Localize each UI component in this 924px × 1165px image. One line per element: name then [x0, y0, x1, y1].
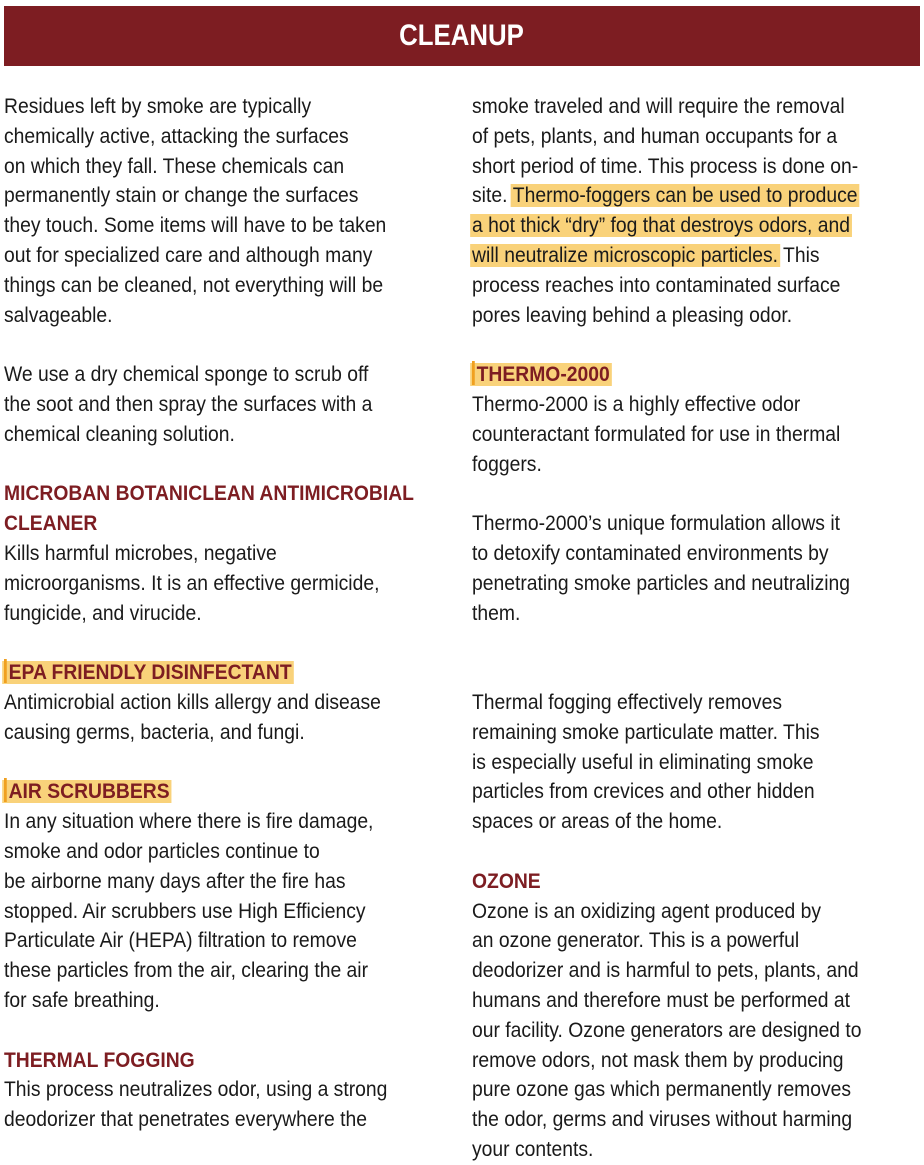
text-line: pores leaving behind a pleasing odor. — [472, 303, 793, 327]
text-line — [472, 211, 884, 241]
text-line: out for specialized care and although many — [4, 243, 373, 267]
text-line: on which they fall. These chemicals can — [4, 154, 345, 178]
text-line: to detoxify contaminated environments by — [472, 541, 829, 565]
thermo-2000-section — [472, 360, 920, 837]
microban-section — [4, 479, 452, 628]
highlight: Thermo-foggers can be used to produce — [512, 184, 858, 208]
thermal-fogging-heading: THERMAL FOGGING — [4, 1048, 195, 1072]
text-line: deodorizer that penetrates everywhere the — [4, 1108, 368, 1132]
intro-paragraph-1 — [4, 92, 452, 330]
highlight: AIR SCRUBBERS — [2, 780, 171, 803]
text-line: pure ozone gas which permanently removes — [472, 1078, 852, 1102]
air-scrubbers-section — [4, 777, 452, 1015]
text-line: things can be cleaned, not everything will be — [4, 273, 384, 297]
right-column — [472, 92, 920, 1165]
text-line: remaining smoke particulate matter. This — [472, 720, 820, 744]
thermal-fogging-continued — [472, 92, 920, 330]
text-line: smoke and odor particles continue to — [4, 839, 320, 863]
text-line: an ozone generator. This is a powerful — [472, 929, 800, 953]
text-line: chemical cleaning solution. — [4, 422, 235, 446]
text-line: spaces or areas of the home. — [472, 810, 723, 834]
text-line: deodorizer and is harmful to pets, plants, and — [472, 959, 859, 983]
text-line: Antimicrobial action kills allergy and disease — [4, 690, 381, 714]
highlight: a hot thick “dry” fog that destroys odors, and — [472, 214, 851, 238]
air-scrubbers-heading — [4, 777, 416, 807]
text-line: foggers. — [472, 452, 542, 476]
text-line: In any situation where there is fire damage, — [4, 810, 374, 834]
highlight-marker — [4, 778, 7, 802]
text-line: Residues left by smoke are typically — [4, 95, 312, 118]
text-line: causing germs, bacteria, and fungi. — [4, 720, 305, 744]
text-line: counteractant formulated for use in thermal — [472, 422, 841, 446]
highlight-marker — [472, 361, 475, 385]
text-line: site. Thermo-foggers can be used to produce — [472, 184, 858, 208]
text-line: Particulate Air (HEPA) filtration to remove — [4, 929, 357, 953]
text-line: particles from crevices and other hidden — [472, 780, 815, 804]
text-line: Ozone is an oxidizing agent produced by — [472, 899, 822, 923]
text-line: they touch. Some items will have to be taken — [4, 214, 387, 238]
text-line: penetrating smoke particles and neutralizing — [472, 571, 851, 595]
text-line: remove odors, not mask them by producing — [472, 1048, 844, 1072]
intro-paragraph-2 — [4, 360, 452, 449]
text-line: the soot and then spray the surfaces with a — [4, 392, 373, 416]
highlight: will neutralize microscopic particles. — [472, 243, 779, 267]
text-line: microorganisms. It is an effective germicide, — [4, 571, 380, 595]
text-line: stopped. Air scrubbers use High Efficiency — [4, 899, 366, 923]
highlight-marker — [4, 659, 7, 683]
text-line: Thermo-2000’s unique formulation allows it — [472, 512, 840, 536]
text-line: humans and therefore must be performed at — [472, 988, 851, 1012]
text-line: We use a dry chemical sponge to scrub off — [4, 363, 369, 387]
text-line: of pets, plants, and human occupants for a — [472, 124, 838, 148]
text-line: Kills harmful microbes, negative — [4, 541, 277, 565]
text-line: fungicide, and virucide. — [4, 601, 202, 625]
text-line: your contents. — [472, 1137, 594, 1161]
microban-heading: MICROBAN BOTANICLEAN ANTIMICROBIAL — [4, 482, 414, 506]
text-line: salvageable. — [4, 303, 113, 327]
ozone-heading: OZONE — [472, 869, 541, 893]
text-line: This process neutralizes odor, using a strong — [4, 1078, 388, 1102]
section-title: CLEANUP — [399, 19, 525, 52]
text-line: is especially useful in eliminating smoke — [472, 750, 814, 774]
microban-heading-cont: CLEANER — [4, 512, 98, 536]
highlight: THERMO-2000 — [470, 363, 611, 386]
highlight: EPA FRIENDLY DISINFECTANT — [2, 661, 293, 684]
thermo-2000-heading — [472, 360, 884, 390]
text-line: smoke traveled and will require the removal — [472, 95, 845, 118]
epa-heading — [4, 658, 416, 688]
text-line: Thermal fogging effectively removes — [472, 690, 782, 714]
text-line: chemically active, attacking the surfaces — [4, 124, 349, 148]
section-banner — [4, 6, 920, 66]
text-line: the odor, germs and viruses without harming — [472, 1108, 853, 1132]
thermal-fogging-section — [4, 1046, 452, 1135]
text-line: these particles from the air, clearing the air — [4, 959, 369, 983]
text-line: will neutralize microscopic particles. This — [472, 243, 820, 267]
text-line: short period of time. This process is done on- — [472, 154, 859, 178]
ozone-section — [472, 867, 920, 1165]
text-line: be airborne many days after the fire has — [4, 869, 346, 893]
text-line: Thermo-2000 is a highly effective odor — [472, 392, 801, 416]
text-line: them. — [472, 601, 521, 625]
epa-section — [4, 658, 452, 747]
left-column — [4, 92, 452, 1135]
text-line: process reaches into contaminated surface — [472, 273, 841, 297]
text-line: for safe breathing. — [4, 988, 160, 1012]
text-line: permanently stain or change the surfaces — [4, 184, 359, 208]
text-line: our facility. Ozone generators are designed to — [472, 1018, 862, 1042]
